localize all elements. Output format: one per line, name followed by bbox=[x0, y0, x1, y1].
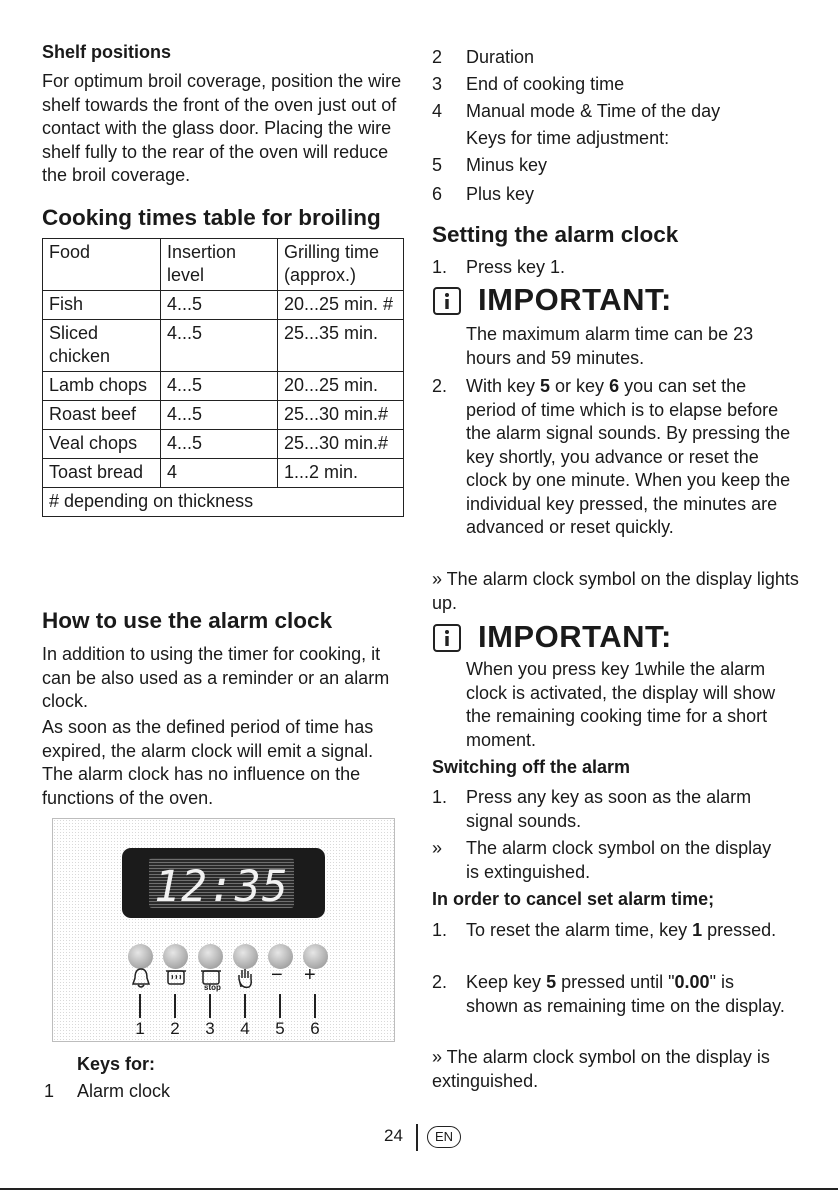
important-heading: IMPORTANT: bbox=[478, 619, 672, 654]
shelf-positions-heading: Shelf positions bbox=[42, 42, 172, 62]
important-note-2: When you press key 1while the alarm clock is activated, the display will show the remaining cooking time for a short moment. bbox=[466, 659, 776, 750]
step-number: 1. bbox=[432, 787, 448, 807]
alarm-clock-paragraph-2: As soon as the defined period of time has expired, the alarm clock will emit a signal. The alarm clock has no influence on the functions of the oven. bbox=[42, 717, 374, 808]
table-cell: 4 bbox=[161, 459, 278, 488]
table-cell: 4...5 bbox=[161, 372, 278, 401]
important-note-1: The maximum alarm time can be 23 hours and 59 minutes. bbox=[466, 324, 754, 368]
step-text: Press key 1. bbox=[466, 257, 566, 277]
table-cell: Toast bread bbox=[43, 459, 161, 488]
control-panel-figure bbox=[52, 818, 395, 1042]
alarm-clock-paragraph-1: In addition to using the timer for cooking, it can be also used as a reminder or an alarm clock. bbox=[42, 644, 390, 711]
duration-key bbox=[163, 944, 188, 969]
key-indicator-line bbox=[139, 994, 141, 1018]
table-cell: 4...5 bbox=[161, 430, 278, 459]
manual-mode-key bbox=[233, 944, 258, 969]
shelf-positions-text: For optimum broil coverage, position the wire shelf towards the front of the oven just out of contact with the glass door. Placing the wire shelf fully to the rear of the oven will reduce the broil coverage. bbox=[42, 71, 402, 185]
table-cell: Lamb chops bbox=[43, 372, 161, 401]
key-indicator-line bbox=[174, 994, 176, 1018]
alarm-clock-key bbox=[128, 944, 153, 969]
key-list-number: 2 bbox=[432, 47, 443, 67]
step-number: 1. bbox=[432, 257, 448, 277]
result-text: » The alarm clock symbol on the display lights up. bbox=[432, 569, 799, 613]
table-row bbox=[43, 459, 404, 488]
cooking-times-table bbox=[42, 238, 404, 517]
table-row bbox=[43, 401, 404, 430]
table-header-cell: Food bbox=[43, 239, 161, 291]
stop-label: stop bbox=[204, 983, 221, 992]
key-list-number: 5 bbox=[432, 155, 443, 175]
step-text: Press any key as soon as the alarm signal sounds. bbox=[466, 787, 752, 831]
info-icon bbox=[433, 624, 461, 652]
key-indicator-line bbox=[279, 994, 281, 1018]
setting-alarm-heading: Setting the alarm clock bbox=[432, 222, 679, 247]
step-number: 1. bbox=[432, 920, 448, 940]
key-number: 3 bbox=[205, 1019, 215, 1038]
table-cell: Fish bbox=[43, 291, 161, 320]
step-text: The alarm clock symbol on the display is extinguished. bbox=[466, 838, 772, 882]
table-row bbox=[43, 372, 404, 401]
key-number: 4 bbox=[240, 1019, 250, 1038]
result-text: » The alarm clock symbol on the display is extinguished. bbox=[432, 1047, 770, 1091]
key-list-label: Plus key bbox=[466, 184, 535, 204]
table-row bbox=[43, 430, 404, 459]
key-list-number: 1 bbox=[44, 1081, 55, 1101]
table-cell: 4...5 bbox=[161, 401, 278, 430]
result-marker: » bbox=[432, 838, 443, 858]
table-footnote-row bbox=[43, 488, 404, 517]
key-list-label: Duration bbox=[466, 47, 535, 67]
key-list-label: End of cooking time bbox=[466, 74, 625, 94]
step-text: Keep key 5 pressed until "0.00" is shown as remaining time on the display. bbox=[466, 972, 785, 1016]
keys-adjust-label: Keys for time adjustment: bbox=[466, 128, 670, 148]
table-cell: 20...25 min. bbox=[278, 372, 404, 401]
hand-icon bbox=[235, 967, 255, 989]
key-list-number: 4 bbox=[432, 101, 443, 121]
table-header-row bbox=[43, 239, 404, 291]
table-cell: 20...25 min. # bbox=[278, 291, 404, 320]
step-text: To reset the alarm time, key 1 pressed. bbox=[466, 920, 777, 940]
step-number: 2. bbox=[432, 376, 448, 396]
cancel-alarm-heading: In order to cancel set alarm time; bbox=[432, 889, 715, 909]
footer-divider bbox=[416, 1124, 418, 1151]
table-cell: 4...5 bbox=[161, 320, 278, 372]
step-text: With key 5 or key 6 you can set the period of time which is to elapse before the alarm signal sounds. By pressing the key shortly, you advance or reset the clock by one minute. When you keep the individual key pressed, the minutes are advanced or reset quickly. bbox=[466, 376, 791, 537]
bell-icon bbox=[131, 967, 151, 989]
key-number: 1 bbox=[135, 1019, 145, 1038]
timer-display-digits: 12:35 bbox=[154, 862, 289, 912]
minus-symbol: − bbox=[271, 964, 283, 986]
duration-pot-icon bbox=[165, 967, 187, 987]
key-number: 6 bbox=[310, 1019, 320, 1038]
table-header-cell: Insertion level bbox=[161, 239, 278, 291]
timer-display-screen bbox=[149, 858, 294, 912]
table-cell: 4...5 bbox=[161, 291, 278, 320]
key-list-number: 6 bbox=[432, 184, 443, 204]
key-indicator-line bbox=[314, 994, 316, 1018]
key-list-label: Alarm clock bbox=[77, 1081, 171, 1101]
table-header-cell: Grilling time (approx.) bbox=[278, 239, 404, 291]
plus-symbol: + bbox=[304, 964, 316, 986]
key-list-label: Minus key bbox=[466, 155, 548, 175]
table-footnote: # depending on thickness bbox=[43, 488, 404, 517]
table-cell: 25...30 min.# bbox=[278, 430, 404, 459]
page-number: 24 bbox=[384, 1126, 403, 1145]
alarm-clock-heading: How to use the alarm clock bbox=[42, 608, 333, 633]
switching-off-heading: Switching off the alarm bbox=[432, 757, 631, 777]
table-row bbox=[43, 291, 404, 320]
table-cell: Roast beef bbox=[43, 401, 161, 430]
table-cell: 25...35 min. bbox=[278, 320, 404, 372]
end-of-cooking-key bbox=[198, 944, 223, 969]
table-cell: Sliced chicken bbox=[43, 320, 161, 372]
info-icon bbox=[433, 287, 461, 315]
key-indicator-line bbox=[244, 994, 246, 1018]
table-row bbox=[43, 320, 404, 372]
keys-for-heading: Keys for: bbox=[77, 1054, 156, 1074]
page-bottom-rule bbox=[0, 1188, 838, 1190]
key-list-label: Manual mode & Time of the day bbox=[466, 101, 721, 121]
key-list-number: 3 bbox=[432, 74, 443, 94]
key-number: 5 bbox=[275, 1019, 285, 1038]
important-heading: IMPORTANT: bbox=[478, 282, 672, 317]
step-number: 2. bbox=[432, 972, 448, 992]
table-cell: 1...2 min. bbox=[278, 459, 404, 488]
language-badge: EN bbox=[427, 1126, 461, 1148]
table-cell: 25...30 min.# bbox=[278, 401, 404, 430]
cooking-times-heading: Cooking times table for broiling bbox=[42, 205, 381, 230]
key-number: 2 bbox=[170, 1019, 180, 1038]
timer-display bbox=[122, 848, 325, 918]
key-indicator-line bbox=[209, 994, 211, 1018]
table-cell: Veal chops bbox=[43, 430, 161, 459]
